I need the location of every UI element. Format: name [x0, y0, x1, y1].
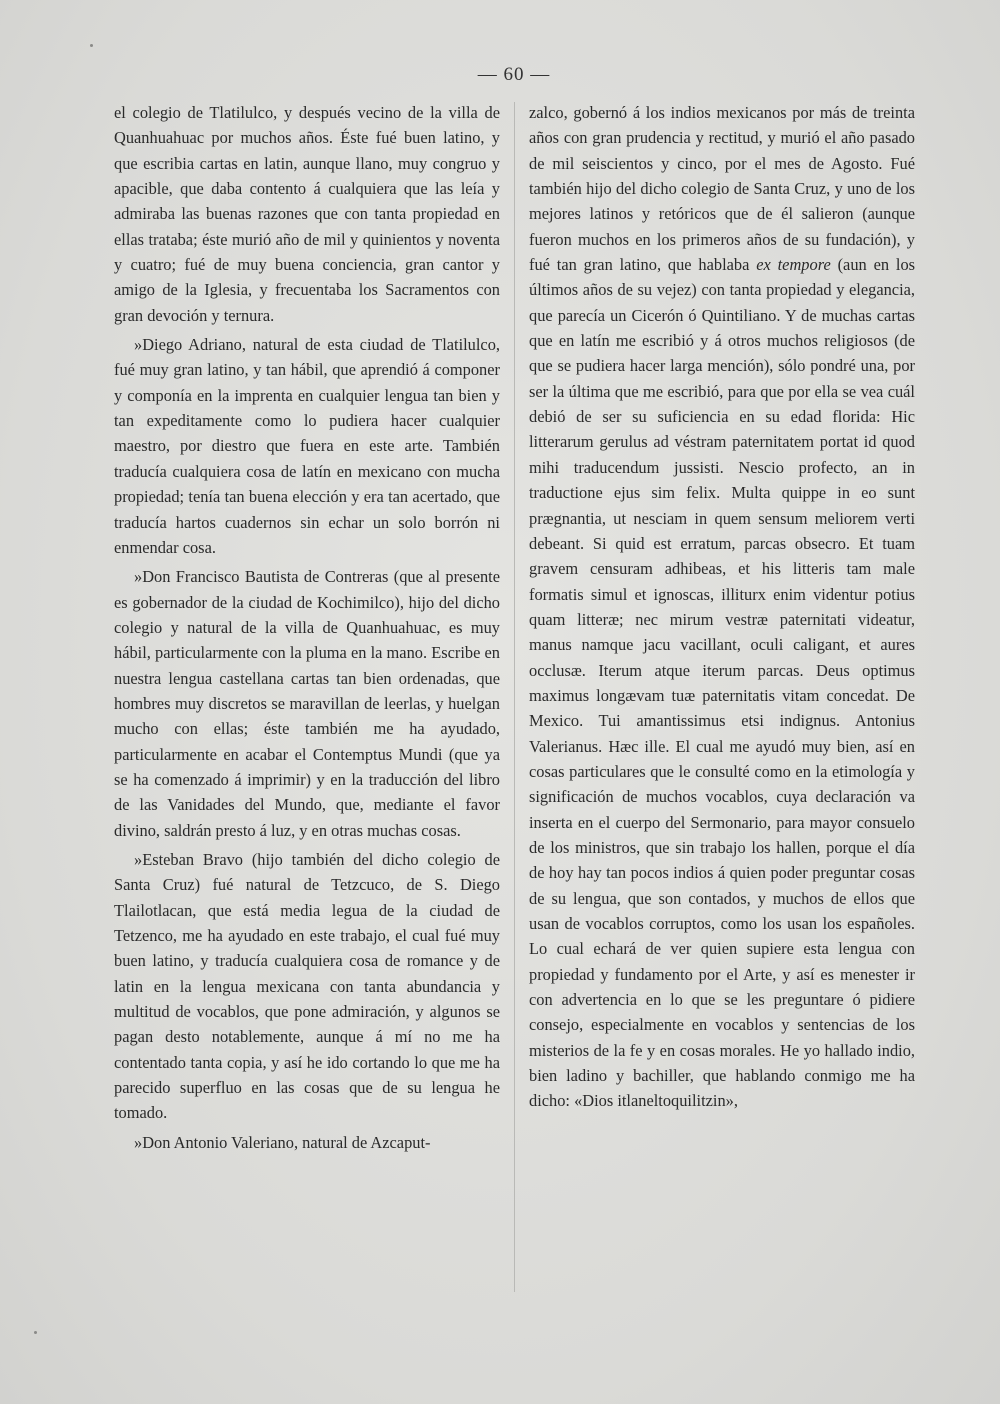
- paper-speck: [34, 1331, 37, 1334]
- page-number: — 60 —: [477, 64, 551, 85]
- text-run: zalco, gobernó á los indios mexicanos por más de treinta años con gran prudencia y rectitud, y murió el año pasado de mil seiscientos y cinco, por el mes de Agosto. Fué también hijo del dicho colegio de Santa Cruz, y uno de los mejores latinos y retóricos que de él salieron (aunque fueron muchos en los primeros años de su fundación), y fué tan gran latino, que hablaba: [529, 103, 915, 275]
- italic-run: ex tempore: [756, 255, 831, 275]
- text-run: (aun en los últimos años de su vejez) con tanta propiedad y elegancia, que parecía un Cicerón ó Quintiliano. Y de muchas cartas que en latín me escribió y á otros muchos religiosos (de que se pudiera hacer larga mención), sólo pondré una, por ser la última que me escribió, para que por ella se vea cuál debió de ser su suficiencia en su edad florida: Hic litterarum gerulus ad véstram paternitatem portat id quod mihi traducendum jussisti. Nescio profecto, an in traductione ejus sim felix. Multa quippe in eo sunt prægnantia, ut nesciam in quem sensum meliorem verti debeant. Si quid est erratum, parcas obsecro. Et tuam gravem censuram adhibeas, et his litteris tam male formatis simul et ignoscas, illiturx enim videntur potius quam litteræ; nec mirum vestræ paternitati videatur, manus namque jacu vacillant, oculi caligant, et aures occlusæ. Iterum atque iterum parcas. Deus optimus maximus longævam tuæ paternitatis vitam concedat. De Mexico. Tui amantissimus etsi indignus. Antonius Valerianus. Hæc ille. El cual me ayudó muy bien, así en cosas particulares que le consulté como en la etimología y significación de muchos vocablos, cuya declaración va inserta en el cuerpo del Sermonario, para mayor consuelo de los ministros, que sin trabajo los hallen, porque el día de hoy hay tan pocos indios á quien poder preguntar cosas de su lengua, que son contados, y muchos de ellos que usan de vocablos corruptos, como los usan los españoles. Lo cual echará de ver quien supiere esta lengua con propiedad y fundamento por el Arte, y así es menester ir con advertencia en lo que se les preguntare ó pidiere consejo, especialmente en vocablos y sentencias de los misterios de la fe y en cosas morales. He yo hallado indio, bien ladino y bachiller, que hablando conmigo me ha dicho: «Dios itlaneltoquilitzin»,: [529, 255, 916, 1111]
- paragraph: »Diego Adriano, natural de esta ciudad de Tlatilulco, fué muy gran latino, y tan hábil, que aprendió á componer y componía en la imprenta en cualquier lengua tan bien y tan expeditamente como lo pudiera hacer cualquier maestro, por diestro que fuera en este arte. También traducía cualquiera cosa de latín en mexicano con mucha propiedad; tenía tan buena elección y era tan acertado, que traducía hartos cuadernos sin echar un solo borrón ni enmendar cosa.: [114, 335, 500, 557]
- paper-speck: [90, 44, 93, 47]
- paragraph: »Don Antonio Valeriano, natural de Azcaput-: [134, 1132, 431, 1152]
- paragraph: »Don Francisco Bautista de Contreras (que al presente es gobernador de la ciudad de Kochimilco), hijo del dicho colegio y natural de la villa de Quanhuahuac, es muy hábil, particularmente con la pluma en la mano. Escribe en nuestra lengua castellana cartas tan bien ordenadas, que hombres muy discretos se maravillan de leerlas, y huelgan mucho con ellas; éste también me ha ayudado, particularmente en acabar el Contemptus Mundi (que ya se ha comenzado á imprimir) y en la traducción del libro de las Vanidades del Mundo, que, mediante el favor divino, saldrán presto á luz, y en otras muchas cosas.: [114, 567, 500, 840]
- paragraph: »Esteban Bravo (hijo también del dicho colegio de Santa Cruz) fué natural de Tetzcuco, de S. Diego Tlailotlacan, que está media legua de la ciudad de Tetzenco, me ha ayudado en este trabajo, el cual fué muy buen latino, y traducía cualquiera cosa de romance y de latin en la lengua mexicana con tanta abundancia y multitud de vocablos, que pone admiración, y algunos se pagan desto notablemente, aunque á mí no me ha contentado tanta copia, y así he ido cortando lo que me ha parecido superfluo en las cosas que de su lengua he tomado.: [114, 849, 500, 1123]
- left-column: [114, 100, 500, 1159]
- paragraph: [529, 100, 915, 1114]
- column-divider: [514, 102, 515, 1292]
- paragraph: el colegio de Tlatilulco, y después vecino de la villa de Quanhuahuac por muchos años. Éste fué buen latino, y que escribia cartas en latin, aunque llano, muy congruo y apacible, que daba contento á cualquiera que las leía y admiraba las buenas razones que con tanta propiedad en ellas trataba; éste murió año de mil y quinientos y noventa y cuatro; fué de muy buena conciencia, gran cantor y amigo de la Iglesia, y frecuentaba los Sacramentos con gran devoción y ternura.: [114, 103, 500, 325]
- right-column: [529, 100, 915, 1118]
